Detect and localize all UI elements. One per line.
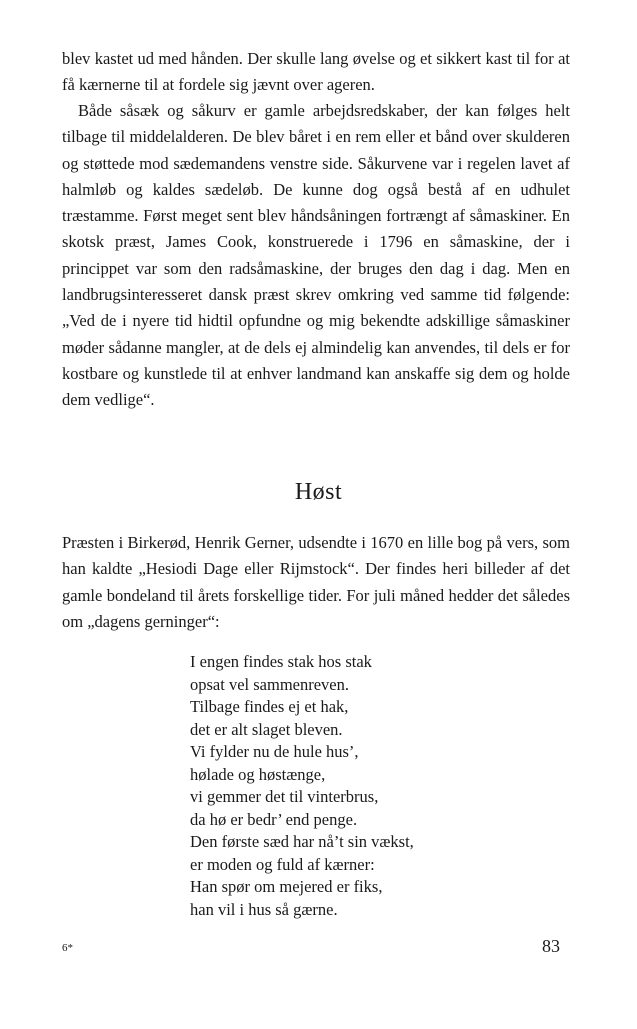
- poem-line: opsat vel sammenreven.: [190, 674, 349, 694]
- poem-line: Tilbage findes ej et hak,: [190, 697, 349, 716]
- paragraph: Præsten i Birkerød, Henrik Gerner, udsendte i 1670 en lille bog på vers, som han kaldte „Hesiodi Dage eller Rijmstock“. Der findes heri billeder af det gamle bondeland til årets forskellige tider. For juli måned hedder det således om „dagens gerninger“:: [62, 533, 570, 631]
- poem-line: Vi fylder nu de hule hus’,: [190, 742, 359, 761]
- poem-line: Den første sæd har nå’t sin vækst,: [190, 832, 414, 851]
- page-number: 83: [542, 936, 560, 956]
- poem-line: det er alt slaget bleven.: [190, 719, 343, 739]
- poem-line: da hø er bedr’ end penge.: [190, 809, 358, 829]
- poem-line: Han spør om mejered er fiks,: [190, 877, 383, 896]
- poem-line: er moden og fuld af kærner:: [190, 854, 375, 874]
- poem-line: hølade og høstænge,: [190, 764, 326, 784]
- poem-line: vi gemmer det til vinterbrus,: [190, 787, 379, 806]
- paragraph: Både såsæk og såkurv er gamle arbejdsredskaber, der kan følges helt tilbage til middelalderen. De blev båret i en rem eller et bånd over skulderen og støttede mod sædemandens venstre side. Såkurvene var i regelen lavet af halmløb og kaldes sædeløb. De kunne dog også bestå af en udhulet træstamme. Først meget sent blev håndsåningen fortrængt af såmaskiner. En skotsk præst, James Cook, konstruerede i 1796 en såmaskine, der i princippet var som den radsåmaskine, der bruges den dag i dag. Men en landbrugsinteresseret dansk præst skrev omkring ved samme tid følgende: „Ved de i nyere tid hidtil opfundne og mig bekendte adskillige såmaskiner møder sådanne mangler, at de dels ej almindelig kan anvendes, til dels er for kostbare og kunstlede til at enhver landmand kan anskaffe sig dem og holde dem vedlige“.: [62, 101, 570, 410]
- poem-line: I engen findes stak hos stak: [190, 652, 372, 671]
- poem-line: han vil i hus så gærne.: [190, 899, 338, 919]
- signature-mark: 6*: [62, 942, 73, 954]
- poem: [190, 651, 550, 921]
- paragraph: blev kastet ud med hånden. Der skulle lang øvelse og et sikkert kast til for at få kærnerne til at fordele sig jævnt over ageren.: [62, 49, 570, 95]
- section-heading: Høst: [294, 479, 343, 505]
